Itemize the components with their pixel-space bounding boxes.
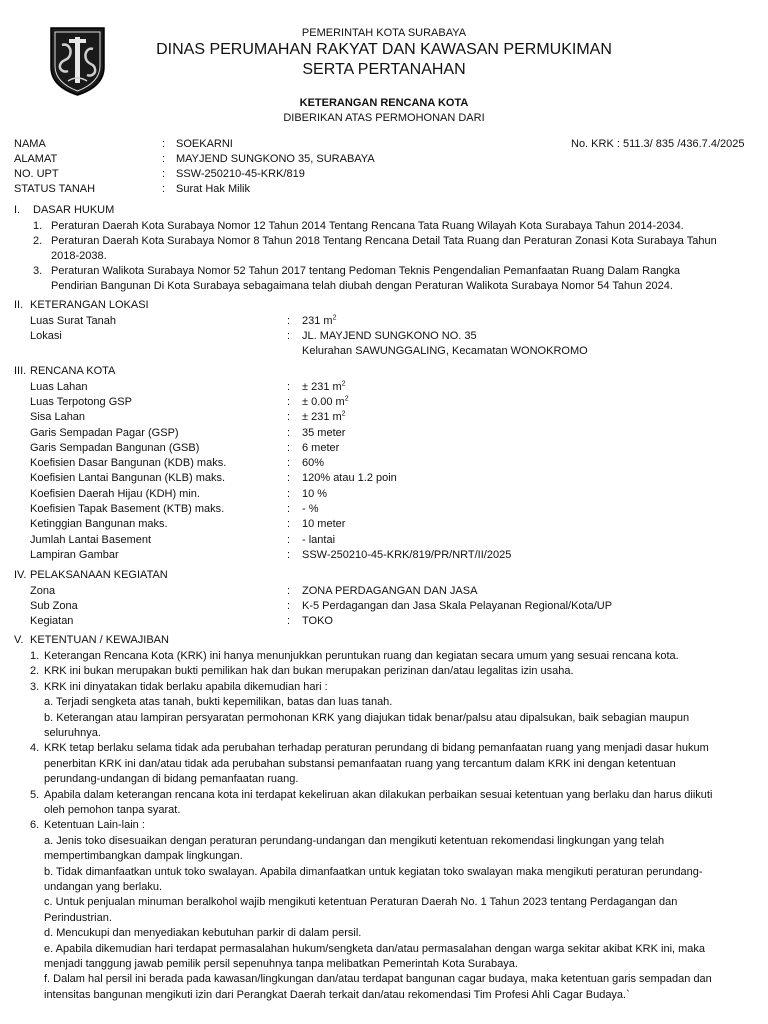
activity-row-label: Sub Zona: [30, 600, 78, 612]
section-title-location: KETERANGAN LOKASI: [30, 299, 149, 311]
section-number: III.: [14, 365, 27, 377]
plan-row-value: 35 meter: [302, 427, 346, 439]
colon: :: [162, 153, 166, 165]
plan-row-label: Garis Sempadan Pagar (GSP): [30, 427, 179, 439]
upt-number-value: SSW-250210-45-KRK/819: [176, 168, 305, 180]
activity-row-label: Zona: [30, 585, 56, 597]
section-title-city-plan: RENCANA KOTA: [30, 365, 116, 377]
plan-row-label: Koefisien Tapak Basement (KTB) maks.: [30, 503, 225, 515]
colon: :: [287, 534, 291, 546]
plan-row-label: Koefisien Dasar Bangunan (KDB) maks.: [30, 457, 227, 469]
location-district: Kelurahan SAWUNGGALING, Kecamatan WONOKROMO: [302, 345, 588, 357]
agency-name-line2: SERTA PERTANAHAN: [302, 61, 466, 78]
plan-row-value: - %: [302, 503, 319, 515]
plan-row-label: Koefisien Daerah Hijau (KDH) min.: [30, 488, 200, 500]
list-number: 3.: [30, 681, 40, 693]
section-number: V.: [14, 634, 24, 646]
land-area-value: 231 $m^2$: [302, 314, 337, 327]
colon: :: [287, 442, 291, 454]
colon: :: [162, 138, 166, 150]
plan-row-value: ± 231 $m^2$: [302, 380, 346, 393]
colon: :: [287, 503, 291, 515]
plan-row-value: SSW-250210-45-KRK/819/PR/NRT/II/2025: [302, 549, 512, 561]
provision-line: a. Jenis toko disesuaikan dengan peraturan perundang-undangan dan mengikuti ketentuan rekomendasi lingkungan yang telah: [44, 835, 665, 847]
plan-row-label: Koefisien Lantai Bangunan (KLB) maks.: [30, 472, 226, 484]
colon: :: [287, 396, 291, 408]
colon: :: [287, 518, 291, 530]
provision-line: Perindustrian.: [44, 912, 112, 924]
provision-line: menjadi tanggung jawab pemilik persil sepenuhnya tanpa melibatkan Pemerintah Kota Surabaya.: [44, 958, 518, 970]
document-title: KETERANGAN RENCANA KOTA: [299, 97, 469, 109]
provision-line: KRK ini dinyatakan tidak berlaku apabila dikemudian hari :: [44, 681, 328, 693]
provision-line: b. Tidak dimanfaatkan untuk toko swalayan. Apabila dimanfaatkan untuk kegiatan toko swalayan maka mengikuti peraturan perundang-: [44, 866, 703, 878]
activity-row-value: ZONA PERDAGANGAN DAN JASA: [302, 585, 478, 597]
list-number: 6.: [30, 819, 40, 831]
land-area-label: Luas Surat Tanah: [30, 315, 117, 327]
list-number: 5.: [30, 789, 40, 801]
section-title-legal-basis: DASAR HUKUM: [33, 204, 115, 216]
applicant-name-value: SOEKARNI: [176, 138, 233, 150]
section-number: I.: [14, 204, 21, 216]
colon: :: [287, 411, 291, 423]
plan-row-value: 10 %: [302, 488, 328, 500]
krk-number: No. KRK : 511.3/ 835 /436.7.4/2025: [571, 138, 745, 150]
location-street: JL. MAYJEND SUNGKONO NO. 35: [302, 330, 477, 342]
provision-line: c. Untuk penjualan minuman beralkohol wajib mengikuti ketentuan Peraturan Daerah No. 1 Tahun 2023 tentang Perdagangan dan: [44, 896, 678, 908]
applicant-address-label: ALAMAT: [14, 153, 58, 165]
provision-line: penerbitan KRK ini dan/atau tidak ada perubahan substansi pemanfaatan ruang yang tercantum dalam KRK ini dengan ketentuan: [44, 758, 676, 770]
document-subtitle: DIBERIKAN ATAS PERMOHONAN DARI: [283, 112, 485, 124]
colon: :: [287, 615, 291, 627]
plan-row-label: Luas Lahan: [30, 381, 88, 393]
provision-line: oleh pemohon tanpa syarat.: [44, 804, 181, 816]
plan-row-label: Luas Terpotong GSP: [30, 396, 132, 408]
plan-row-value: ± 0.00 $m^2$: [302, 395, 349, 408]
section-title-provisions: KETENTUAN / KEWAJIBAN: [30, 634, 169, 646]
plan-row-label: Lampiran Gambar: [30, 549, 119, 561]
plan-row-label: Ketinggian Bangunan maks.: [30, 518, 168, 530]
plan-row-label: Garis Sempadan Bangunan (GSB): [30, 442, 200, 454]
colon: :: [287, 472, 291, 484]
activity-row-value: K-5 Perdagangan dan Jasa Skala Pelayanan Regional/Kota/UP: [302, 600, 613, 612]
colon: :: [287, 585, 291, 597]
plan-row-label: Jumlah Lantai Basement: [30, 534, 152, 546]
section-number: IV.: [14, 569, 27, 581]
land-status-label: STATUS TANAH: [14, 183, 96, 195]
provision-line: mempertimbangkan dampak lingkungan.: [44, 850, 243, 862]
legal-basis-item: Peraturan Daerah Kota Surabaya Nomor 8 Tahun 2018 Tentang Rencana Detail Tata Ruang dan Peraturan Zonasi Kota Surabaya Tahun: [51, 235, 717, 247]
legal-basis-item: Peraturan Walikota Surabaya Nomor 52 Tahun 2017 tentang Pedoman Teknis Pengendalian Pemanfaatan Ruang Dalam Rangka: [51, 265, 681, 277]
colon: :: [287, 549, 291, 561]
land-status-value: Surat Hak Milik: [176, 183, 250, 195]
list-number: 4.: [30, 742, 40, 754]
upt-number-label: NO. UPT: [14, 168, 59, 180]
provision-line: b. Keterangan atau lampiran persyaratan permohonan KRK yang diajukan tidak benar/palsu atau dipalsukan, baik sebagian maupun: [44, 712, 690, 724]
provision-line: perundang-undangan di bidang pemanfaatan ruang.: [44, 773, 299, 785]
list-number: 1.: [30, 650, 40, 662]
section-title-activity: PELAKSANAAN KEGIATAN: [30, 569, 168, 581]
applicant-name-label: NAMA: [14, 138, 46, 150]
activity-row-label: Kegiatan: [30, 615, 74, 627]
colon: :: [162, 168, 166, 180]
government-name: PEMERINTAH KOTA SURABAYA: [301, 27, 467, 39]
provision-line: KRK ini bukan merupakan bukti pemilikan hak dan bukan merupakan perizinan dan/atau legalitas izin usaha.: [44, 665, 574, 677]
colon: :: [287, 315, 291, 327]
activity-row-value: TOKO: [302, 615, 333, 627]
plan-row-value: 120% atau 1.2 poin: [302, 472, 397, 484]
provision-line: Keterangan Rencana Kota (KRK) ini hanya menunjukkan peruntukan ruang dan kegiatan secara umum yang sesuai rencana kota.: [44, 650, 679, 662]
colon: :: [162, 183, 166, 195]
section-number: II.: [14, 299, 24, 311]
plan-row-value: 60%: [302, 457, 325, 469]
provision-line: Apabila dalam keterangan rencana kota ini terdapat kekeliruan akan dilakukan perbaikan sesuai ketentuan yang berlaku dan harus diikuti: [44, 789, 713, 801]
provision-line: d. Mencukupi dan menyediakan kebutuhan parkir di dalam persil.: [44, 927, 362, 939]
plan-row-value: 10 meter: [302, 518, 346, 530]
provision-line: intensitas bangunan mengikuti izin dari Perangkat Daerah terkait dan/atau rekomendasi Tim Profesi Ahli Cagar Budaya.`: [44, 989, 630, 1001]
provision-line: a. Terjadi sengketa atas tanah, bukti kepemilikan, batas dan luas tanah.: [44, 696, 393, 708]
list-number: 2.: [30, 665, 40, 677]
colon: :: [287, 427, 291, 439]
colon: :: [287, 600, 291, 612]
plan-row-value: ± 231 $m^2$: [302, 410, 346, 423]
list-number: 1.: [33, 220, 43, 232]
provision-line: f. Dalam hal persil ini berada pada kawasan/lingkungan dan/atau terdapat bangunan cagar budaya, maka ketentuan garis sempadan dan: [44, 973, 712, 985]
location-label: Lokasi: [30, 330, 62, 342]
applicant-address-value: MAYJEND SUNGKONO 35, SURABAYA: [176, 153, 375, 165]
plan-row-value: 6 meter: [302, 442, 340, 454]
list-number: 2.: [33, 235, 43, 247]
provision-line: Ketentuan Lain-lain :: [44, 819, 145, 831]
legal-basis-item-cont: Pendirian Bangunan Di Kota Surabaya sebagaimana telah diubah dengan Peraturan Walikota Surabaya Nomor 54 Tahun 2024.: [51, 280, 673, 292]
provision-line: undangan yang berlaku.: [44, 881, 163, 893]
agency-name: DINAS PERUMAHAN RAKYAT DAN KAWASAN PERMUKIMAN: [156, 41, 612, 58]
provision-line: seluruhnya.: [44, 727, 101, 739]
legal-basis-item: Peraturan Daerah Kota Surabaya Nomor 12 Tahun 2014 Tentang Rencana Tata Ruang Wilayah Kota Surabaya Tahun 2014-2034.: [51, 220, 684, 232]
colon: :: [287, 488, 291, 500]
legal-basis-item-cont: 2018-2038.: [51, 250, 107, 262]
colon: :: [287, 330, 291, 342]
list-number: 3.: [33, 265, 43, 277]
plan-row-label: Sisa Lahan: [30, 411, 86, 423]
provision-line: KRK tetap berlaku selama tidak ada perubahan terhadap peraturan perundang di bidang pemanfaatan ruang yang menjadi dasar hukum: [44, 742, 709, 754]
plan-row-value: - lantai: [302, 534, 336, 546]
provision-line: e. Apabila dikemudian hari terdapat permasalahan hukum/sengketa dan/atau permasalahan dengan warga sekitar akibat KRK ini, maka: [44, 943, 706, 955]
colon: :: [287, 381, 291, 393]
colon: :: [287, 457, 291, 469]
